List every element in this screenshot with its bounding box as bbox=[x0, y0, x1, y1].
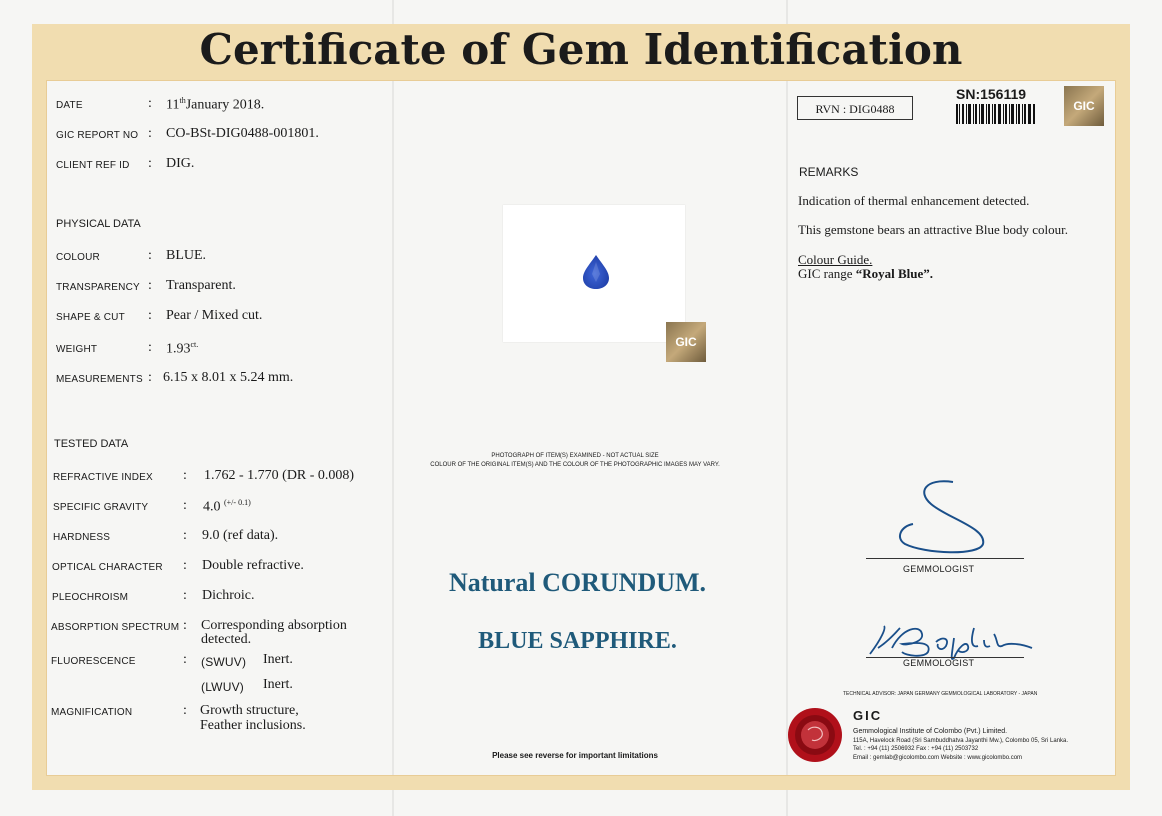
colon: : bbox=[183, 618, 187, 633]
photo-note-2: COLOUR OF THE ORIGINAL ITEM(S) AND THE COLOUR OF THE PHOTOGRAPHIC IMAGES MAY VARY. bbox=[430, 462, 720, 468]
wax-seal-icon bbox=[786, 706, 844, 764]
report-number-label: GIC REPORT NO bbox=[56, 130, 139, 141]
colon: : bbox=[148, 308, 152, 323]
tested-data-heading: TESTED DATA bbox=[54, 438, 129, 450]
measurements-label: MEASUREMENTS bbox=[56, 374, 143, 385]
colon: : bbox=[148, 156, 152, 171]
hardness-value: 9.0 (ref data). bbox=[202, 528, 279, 543]
institute-email: Email : gemlab@gicolombo.com Website : www.gicolombo.com bbox=[853, 755, 1023, 761]
technical-advisor: TECHNICAL ADVISOR: JAPAN GERMANY GEMMOLOGICAL LABORATORY - JAPAN bbox=[843, 691, 1038, 697]
optical-character-label: OPTICAL CHARACTER bbox=[52, 562, 163, 573]
colon: : bbox=[148, 96, 152, 111]
colon: : bbox=[183, 703, 187, 718]
hardness-label: HARDNESS bbox=[53, 532, 111, 543]
absorption-spectrum-value-1: Corresponding absorption bbox=[201, 618, 347, 633]
colon: : bbox=[183, 528, 187, 543]
variety-label: BLUE SAPPHIRE. bbox=[478, 628, 677, 654]
swuv-value: Inert. bbox=[263, 652, 293, 667]
remarks-heading: REMARKS bbox=[799, 165, 859, 179]
colon: : bbox=[183, 558, 187, 573]
colon: : bbox=[183, 468, 187, 483]
client-ref-value: DIG. bbox=[166, 156, 195, 171]
institute-name: Gemmological Institute of Colombo (Pvt.) Limited. bbox=[853, 728, 1008, 735]
gic-logo-text: GIC bbox=[853, 708, 883, 723]
pleochroism-label: PLEOCHROISM bbox=[52, 592, 129, 603]
gic-range: GIC range “Royal Blue”. bbox=[798, 266, 934, 281]
physical-data-heading: PHYSICAL DATA bbox=[56, 218, 141, 230]
shape-cut-value: Pear / Mixed cut. bbox=[166, 308, 263, 323]
weight-label: WEIGHT bbox=[56, 344, 98, 355]
magnification-value-2: Feather inclusions. bbox=[200, 718, 306, 733]
refractive-index-value: 1.762 - 1.770 (DR - 0.008) bbox=[204, 468, 355, 483]
specific-gravity-value: 4.0 $^{(+/- 0.1)}$ bbox=[203, 498, 251, 515]
colour-value: BLUE. bbox=[166, 248, 207, 263]
colour-guide-label: Colour Guide. bbox=[798, 252, 873, 267]
date-value: 11thJanuary 2018. bbox=[166, 96, 265, 113]
gemmologist-label-2: GEMMOLOGIST bbox=[903, 658, 975, 668]
magnification-value-1: Growth structure, bbox=[200, 703, 299, 718]
colon: : bbox=[183, 652, 187, 667]
colon: : bbox=[183, 498, 187, 513]
limitations-note: Please see reverse for important limitations bbox=[492, 751, 658, 760]
absorption-spectrum-label: ABSORPTION SPECTRUM bbox=[51, 622, 180, 633]
optical-character-value: Double refractive. bbox=[202, 558, 304, 573]
colon: : bbox=[148, 278, 152, 293]
absorption-spectrum-value-2: detected. bbox=[201, 632, 252, 647]
refractive-index-label: REFRACTIVE INDEX bbox=[53, 472, 153, 483]
date-label: DATE bbox=[56, 100, 83, 111]
lwuv-value: Inert. bbox=[263, 677, 293, 692]
certificate-inner-border bbox=[46, 80, 1116, 776]
signature-1 bbox=[895, 478, 995, 558]
institute-address: 115A, Havelock Road (Sri Sambuddhatva Jayanthi Mw.), Colombo 05, Sri Lanka. bbox=[853, 738, 1068, 744]
swuv-label: (SWUV) bbox=[201, 655, 247, 669]
species-label: Natural CORUNDUM. bbox=[448, 568, 707, 597]
serial-number: SN:156119 bbox=[956, 86, 1027, 102]
rvn-box: RVN : DIG0488 bbox=[797, 96, 913, 120]
client-ref-label: CLIENT REF ID bbox=[56, 160, 130, 171]
weight-value: $1.93^{ct.}$ bbox=[166, 340, 199, 357]
pleochroism-value: Dichroic. bbox=[202, 588, 255, 603]
colon: : bbox=[148, 248, 152, 263]
remark-1: Indication of thermal enhancement detected. bbox=[798, 193, 1030, 208]
specific-gravity-label: SPECIFIC GRAVITY bbox=[53, 502, 149, 513]
remark-2: This gemstone bears an attractive Blue body colour. bbox=[798, 222, 1069, 237]
gic-hologram-corner: GIC bbox=[1064, 86, 1104, 126]
transparency-label: TRANSPARENCY bbox=[56, 282, 140, 293]
measurements-value: 6.15 x 8.01 x 5.24 mm. bbox=[163, 370, 294, 385]
gic-hologram-sticker: GIC bbox=[666, 322, 706, 362]
colon: : bbox=[148, 340, 152, 355]
certificate-title: Certificate of Gem Identification bbox=[199, 25, 963, 74]
transparency-value: Transparent. bbox=[166, 278, 236, 293]
colon: : bbox=[148, 370, 152, 385]
barcode bbox=[956, 104, 1036, 124]
institute-phone: Tel. : +94 (11) 2506932 Fax : +94 (11) 2503732 bbox=[853, 746, 979, 752]
gemmologist-label-1: GEMMOLOGIST bbox=[903, 564, 975, 574]
colour-label: COLOUR bbox=[56, 252, 100, 263]
signature-line-1 bbox=[866, 558, 1024, 559]
lwuv-label: (LWUV) bbox=[201, 680, 244, 694]
fluorescence-label: FLUORESCENCE bbox=[51, 656, 136, 667]
gem-photo bbox=[582, 254, 610, 290]
photo-note-1: PHOTOGRAPH OF ITEM(S) EXAMINED - NOT ACTUAL SIZE bbox=[491, 453, 659, 459]
colon: : bbox=[148, 126, 152, 141]
report-number-value: CO-BSt-DIG0488-001801. bbox=[166, 126, 319, 141]
magnification-label: MAGNIFICATION bbox=[51, 707, 133, 718]
colon: : bbox=[183, 588, 187, 603]
shape-cut-label: SHAPE & CUT bbox=[56, 312, 125, 323]
